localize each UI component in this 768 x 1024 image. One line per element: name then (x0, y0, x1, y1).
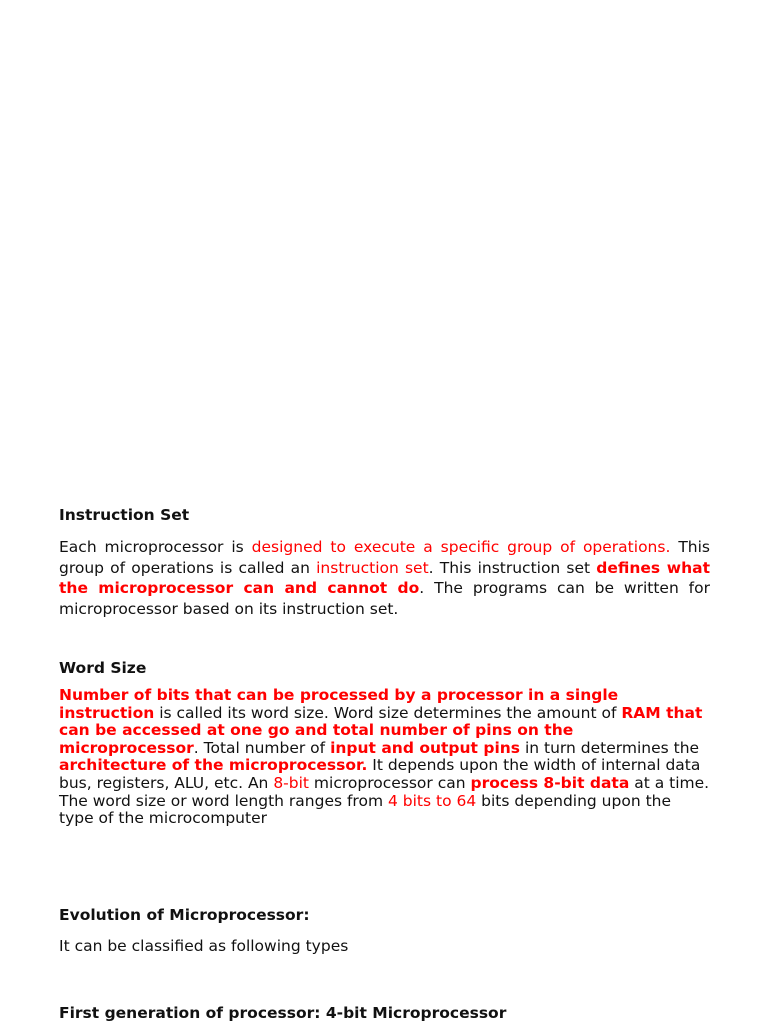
bold-highlight-run: Number of bits that can be processed by a processor in a single instruction (59, 686, 619, 722)
bold-highlight-run: process 8-bit data (470, 773, 630, 792)
highlight-run: 4 bits to 64 (387, 791, 477, 810)
text-run: is called its word size. Word size determines the amount of (154, 703, 622, 722)
highlight-run: designed to execute a specific group of operations. (251, 538, 671, 556)
highlight-run: 8-bit (273, 773, 309, 792)
text-run: in turn determines the (520, 738, 700, 757)
bold-highlight-run: RAM that can be accessed at one go and total number of pins on the microprocessor (59, 703, 703, 757)
word-size-heading: Word Size (59, 659, 147, 677)
text-run: It depends upon the width of internal data bus, registers, ALU, etc. An (59, 756, 701, 792)
bold-highlight-run: architecture of the microprocessor. (59, 756, 368, 775)
text-run: This group of operations is called an (59, 538, 710, 577)
instruction-set-paragraph (59, 537, 710, 619)
first-generation-heading: First generation of processor: 4-bit Microprocessor (59, 1004, 507, 1022)
instruction-set-heading: Instruction Set (59, 506, 190, 524)
evolution-paragraph: It can be classified as following types (59, 937, 349, 955)
text-run: . Total number of (193, 738, 331, 757)
text-run: at a time. The word size or word length ranges from (59, 773, 710, 810)
text-run: . The programs can be written for microprocessor based on its instruction set. (59, 579, 710, 618)
evolution-heading: Evolution of Microprocessor: (59, 906, 310, 924)
text-run: bits depending upon the type of the microcomputer (59, 791, 672, 828)
bold-highlight-run: input and output pins (330, 738, 521, 757)
text-run: microprocessor can (309, 773, 471, 792)
highlight-run: instruction set (316, 558, 429, 577)
text-run: Each microprocessor is (59, 538, 252, 556)
bold-highlight-run: defines what the microprocessor can and cannot do (59, 558, 710, 597)
word-size-paragraph (59, 687, 710, 828)
text-run: . This instruction set (428, 558, 597, 577)
